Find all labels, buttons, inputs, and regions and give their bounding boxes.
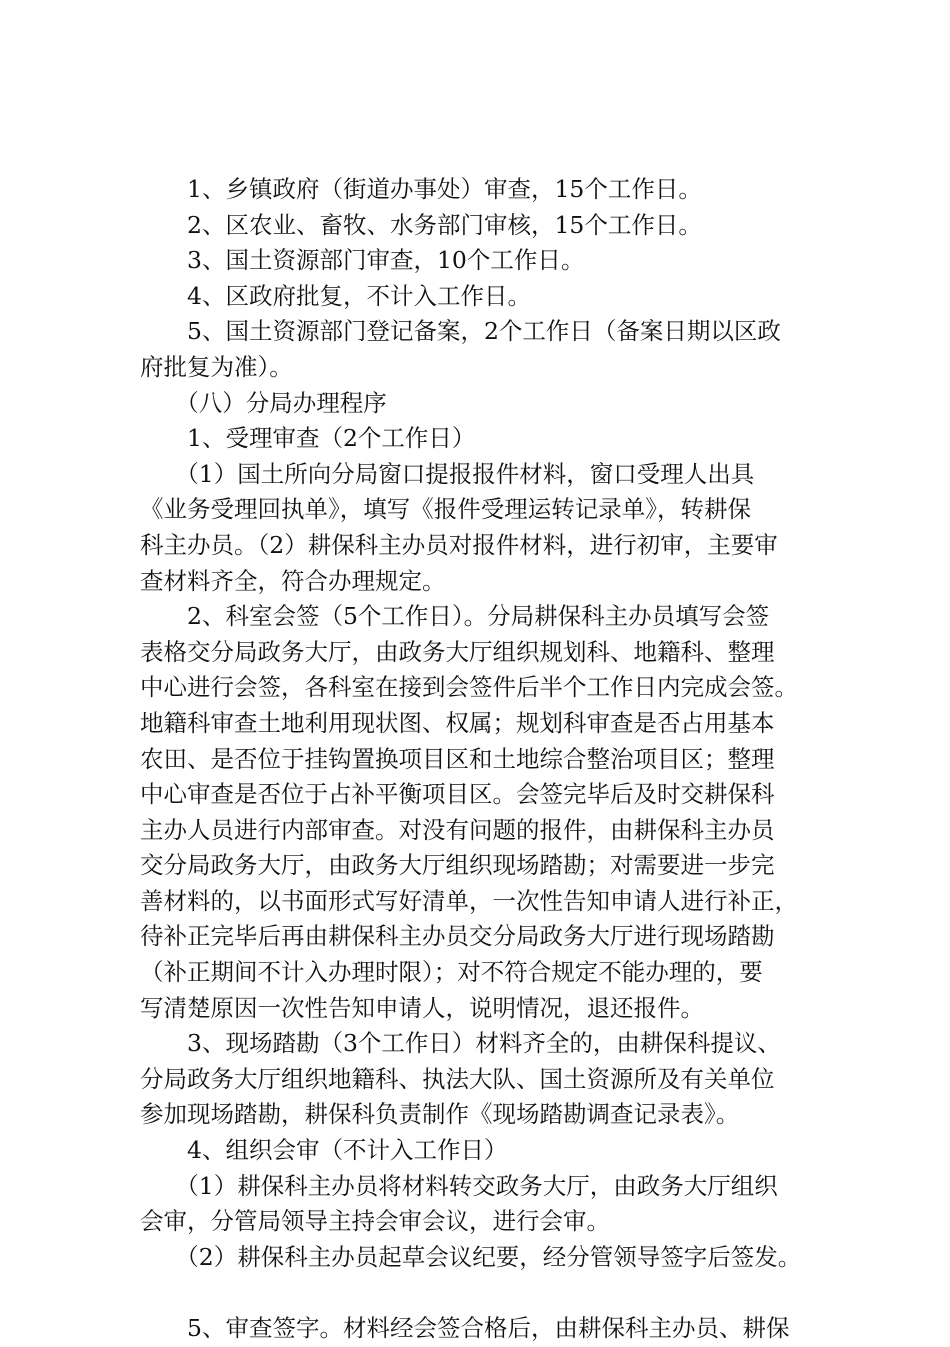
- text-line: 3、国土资源部门审查，10个工作日。: [140, 246, 585, 275]
- text-line: 2、区农业、畜牧、水务部门审核，15个工作日。: [140, 210, 702, 239]
- text-line: 参加现场踏勘，耕保科负责制作《现场踏勘调查记录表》。: [140, 1100, 740, 1129]
- text-line: 1、乡镇政府（街道办事处）审查，15个工作日。: [140, 175, 702, 203]
- text-line: （1）国土所向分局窗口提报报件材料，窗口受理人出具: [140, 459, 755, 488]
- text-line: 会审，分管局领导主持会审会议，进行会审。: [140, 1207, 610, 1236]
- text-line: 2、科室会签（5个工作日）。分局耕保科主办员填写会签: [140, 602, 770, 631]
- text-line: 农田、是否位于挂钩置换项目区和土地综合整治项目区；整理: [140, 744, 775, 773]
- text-line: （2）耕保科主办员起草会议纪要，经分管领导签字后签发。: [140, 1242, 802, 1271]
- text-line: 善材料的，以书面形式写好清单，一次性告知申请人进行补正，: [140, 886, 798, 915]
- text-line: 府批复为准）。: [140, 352, 293, 381]
- text-line: 分局政务大厅组织地籍科、执法大队、国土资源所及有关单位: [140, 1064, 775, 1093]
- text-line: 主办人员进行内部审查。对没有问题的报件，由耕保科主办员: [140, 815, 775, 844]
- text-line: （补正期间不计入办理时限）；对不符合规定不能办理的，要: [140, 958, 763, 987]
- text-line: 表格交分局政务大厅，由政务大厅组织规划科、地籍科、整理: [140, 637, 775, 666]
- text-line: 地籍科审查土地利用现状图、权属；规划科审查是否占用基本: [140, 708, 775, 737]
- text-line: 写清楚原因一次性告知申请人，说明情况，退还报件。: [140, 993, 704, 1022]
- text-line: 3、现场踏勘（3个工作日）材料齐全的，由耕保科提议、: [140, 1029, 781, 1058]
- text-line: （1）耕保科主办员将材料转交政务大厅，由政务大厅组织: [140, 1171, 778, 1200]
- section-heading: （八）分局办理程序: [140, 388, 387, 417]
- text-line: 中心进行会签，各科室在接到会签件后半个工作日内完成会签。: [140, 673, 798, 702]
- text-line: 科主办员。（2）耕保科主办员对报件材料，进行初审，主要审: [140, 530, 778, 559]
- text-line: 4、区政府批复，不计入工作日。: [140, 281, 531, 310]
- text-line: 查材料齐全，符合办理规定。: [140, 566, 446, 595]
- text-line: 交分局政务大厅，由政务大厅组织现场踏勘；对需要进一步完: [140, 851, 775, 880]
- text-line: 1、受理审查（2个工作日）: [140, 424, 476, 453]
- text-line: 5、国土资源部门登记备案，2个工作日（备案日期以区政: [140, 317, 781, 346]
- text-line: 中心审查是否位于占补平衡项目区。会签完毕后及时交耕保科: [140, 780, 775, 809]
- text-line: 待补正完毕后再由耕保科主办员交分局政务大厅进行现场踏勘: [140, 922, 775, 951]
- blank-line: [140, 1275, 840, 1311]
- document-body: [140, 172, 840, 1347]
- text-line: 4、组织会审（不计入工作日）: [140, 1136, 508, 1165]
- text-line: 5、审查签字。材料经会签合格后，由耕保科主办员、耕保: [140, 1314, 790, 1342]
- text-line: 《业务受理回执单》，填写《报件受理运转记录单》，转耕保: [140, 495, 751, 524]
